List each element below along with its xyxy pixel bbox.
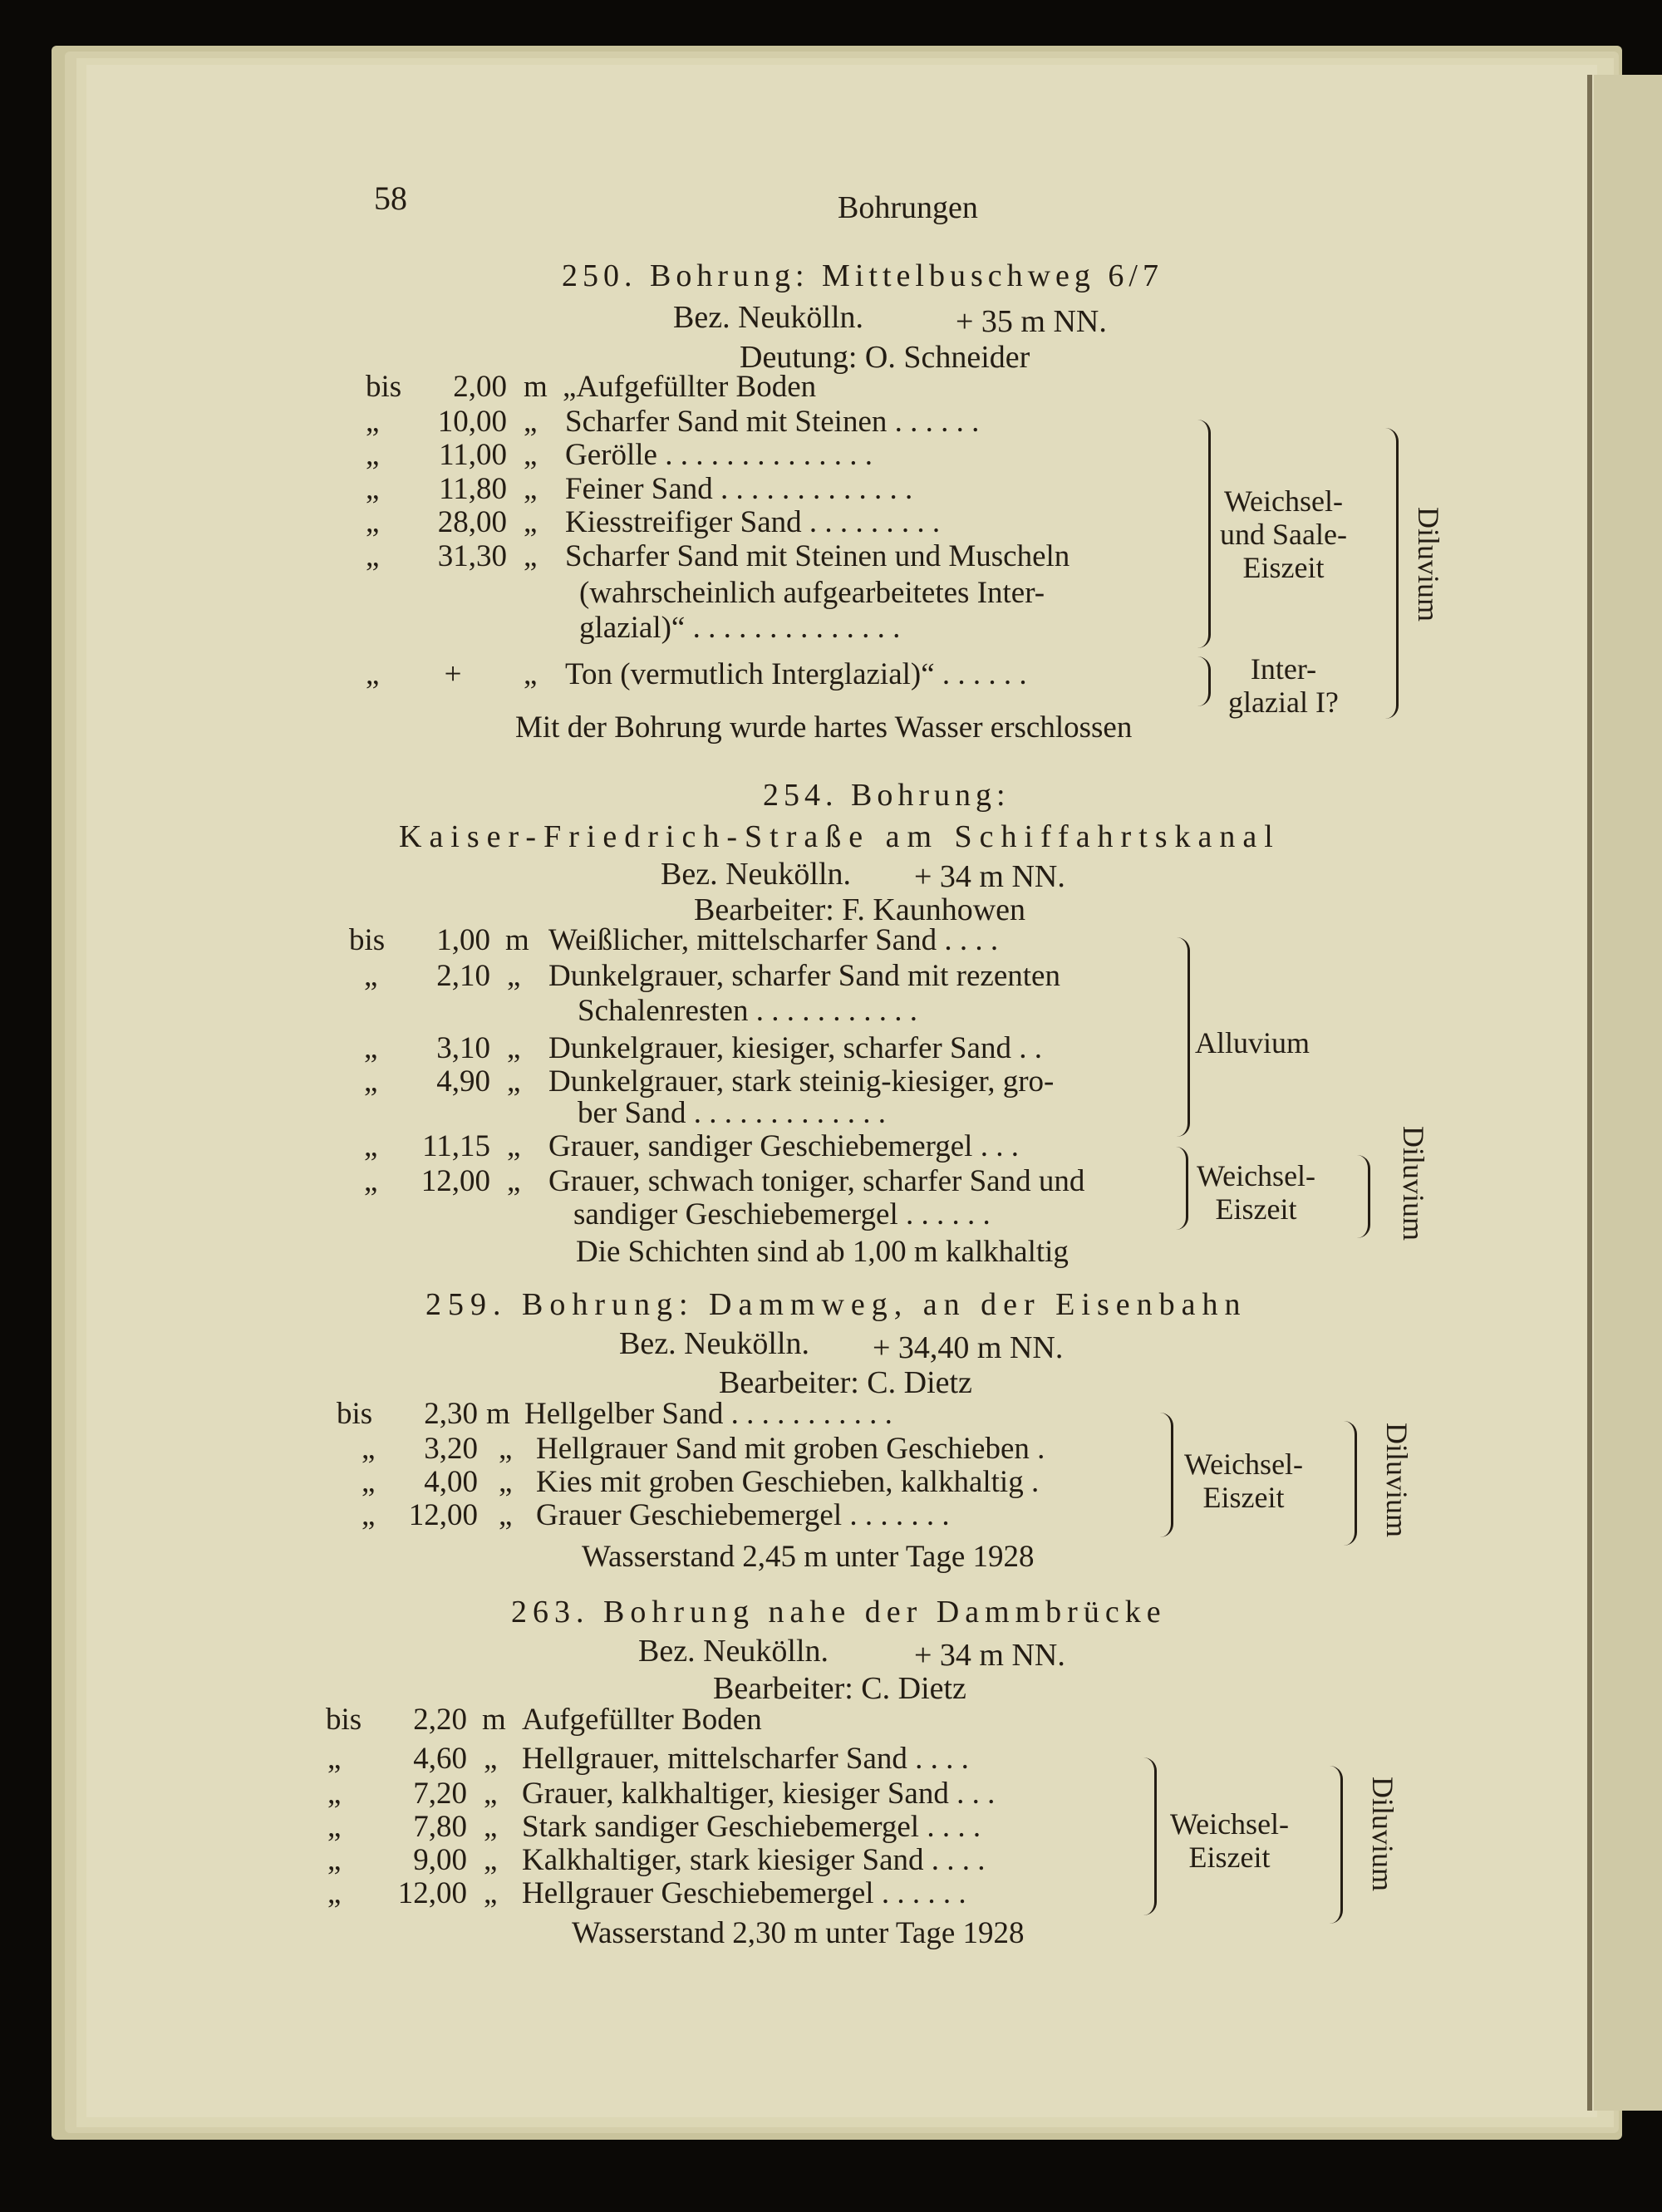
depth-unit: „: [484, 1876, 498, 1910]
bis-label: „: [361, 1432, 376, 1466]
borehole-263-district: Bez. Neukölln.: [638, 1634, 829, 1669]
stratigraphy-label: Weichsel- Eiszeit: [1197, 1159, 1316, 1226]
layer-description: Grauer Geschiebemergel . . . . . . .: [536, 1498, 950, 1532]
borehole-250-title: 250. Bohrung: Mittelbuschweg 6/7: [562, 258, 1163, 293]
depth-unit: „: [524, 405, 538, 439]
depth-value: 12,00: [397, 1876, 467, 1910]
layer-description: Grauer, sandiger Geschiebemergel . . .: [548, 1129, 1019, 1163]
bracket: [1379, 428, 1399, 719]
borehole-250-interpreter: Deutung: O. Schneider: [740, 340, 1030, 375]
bis-label: „: [366, 505, 380, 539]
layer-description: sandiger Geschiebemergel . . . . . .: [573, 1197, 991, 1231]
stratigraphy-label: Weichsel- und Saale- Eiszeit: [1220, 484, 1347, 584]
bis-label: „: [361, 1465, 376, 1499]
layer-description: Schalenresten . . . . . . . . . . .: [578, 994, 917, 1028]
depth-unit: „: [524, 657, 538, 691]
depth-value: 11,00: [439, 438, 507, 472]
layer-description: Weißlicher, mittelscharfer Sand . . . .: [548, 923, 999, 957]
borehole-254-editor: Bearbeiter: F. Kaunhowen: [694, 892, 1025, 927]
layer-description: Kiesstreifiger Sand . . . . . . . . .: [565, 505, 941, 539]
layer-description: Ton (vermutlich Interglazial)“ . . . . . .: [565, 657, 1027, 691]
borehole-254-elevation: + 34 m NN.: [914, 859, 1065, 894]
bracket: [1159, 1413, 1173, 1537]
depth-unit: „: [507, 1164, 521, 1198]
borehole-259-note: Wasserstand 2,45 m unter Tage 1928: [582, 1540, 1035, 1574]
borehole-263-editor: Bearbeiter: C. Dietz: [713, 1671, 966, 1706]
bis-label: „: [366, 539, 380, 573]
depth-value: 9,00: [413, 1843, 467, 1877]
stratigraphy-label: Weichsel- Eiszeit: [1184, 1448, 1304, 1514]
borehole-259-title: 259. Bohrung: Dammweg, an der Eisenbahn: [425, 1287, 1247, 1322]
borehole-259-elevation: + 34,40 m NN.: [873, 1330, 1064, 1365]
depth-value: 10,00: [437, 405, 507, 439]
layer-description: Stark sandiger Geschiebemergel . . . .: [522, 1810, 981, 1844]
page-number: 58: [374, 179, 407, 217]
layer-description: Grauer, kalkhaltiger, kiesiger Sand . . .: [522, 1777, 996, 1811]
depth-value: 3,10: [436, 1031, 490, 1065]
layer-description: Dunkelgrauer, kiesiger, scharfer Sand . .: [548, 1031, 1042, 1065]
bis-label: „: [364, 1129, 378, 1163]
layer-description: (wahrscheinlich aufgearbeitetes Inter-: [579, 576, 1045, 610]
stratigraphy-label: Weichsel- Eiszeit: [1170, 1807, 1290, 1874]
bis-label: „: [364, 1031, 378, 1065]
borehole-259-district: Bez. Neukölln.: [619, 1326, 810, 1361]
depth-value: 12,00: [420, 1164, 490, 1198]
depth-value: 7,80: [413, 1810, 467, 1844]
layer-description: Gerölle . . . . . . . . . . . . . .: [565, 438, 873, 472]
borehole-263-elevation: + 34 m NN.: [914, 1638, 1065, 1673]
layer-description: Scharfer Sand mit Steinen . . . . . .: [565, 405, 980, 439]
running-title: Bohrungen: [838, 190, 978, 225]
bis-label: „: [366, 657, 380, 691]
borehole-254-location: Kaiser-Friedrich-Straße am Schiffahrtskanal: [399, 819, 1281, 854]
facing-page-edge: [1594, 75, 1662, 2111]
borehole-263-title: 263. Bohrung nahe der Dammbrücke: [511, 1595, 1167, 1630]
period-label: Diluvium: [1366, 1777, 1399, 1892]
borehole-254-title: 254. Bohrung:: [763, 778, 1010, 813]
borehole-250-note: Mit der Bohrung wurde hartes Wasser erschlossen: [515, 710, 1133, 745]
depth-value: 4,90: [436, 1064, 490, 1099]
stratigraphy-label: Alluvium: [1195, 1026, 1310, 1059]
period-label: Diluvium: [1380, 1423, 1414, 1538]
borehole-259-editor: Bearbeiter: C. Dietz: [719, 1365, 972, 1400]
bis-label: „: [361, 1498, 376, 1532]
layer-description: Dunkelgrauer, scharfer Sand mit rezenten: [548, 959, 1060, 993]
bracket: [1176, 937, 1190, 1137]
bis-label: „: [327, 1777, 342, 1811]
layer-description: Feiner Sand . . . . . . . . . . . . .: [565, 472, 913, 506]
depth-value: +: [444, 657, 462, 691]
bis-label: „: [327, 1876, 342, 1910]
layer-description: Hellgelber Sand . . . . . . . . . . .: [524, 1397, 892, 1431]
borehole-250-district: Bez. Neukölln.: [673, 300, 864, 335]
depth-value: 4,00: [424, 1465, 478, 1499]
depth-unit: m: [505, 923, 529, 957]
depth-unit: m: [482, 1703, 506, 1737]
depth-unit: „: [524, 438, 538, 472]
depth-value: 2,20: [413, 1703, 467, 1737]
bracket: [1340, 1421, 1357, 1546]
depth-value: 2,10: [436, 959, 490, 993]
depth-unit: „: [524, 539, 538, 573]
depth-unit: „: [507, 1129, 521, 1163]
layer-description: Dunkelgrauer, stark steinig-kiesiger, gro-: [548, 1064, 1055, 1099]
layer-description: Hellgrauer, mittelscharfer Sand . . . .: [522, 1742, 969, 1776]
depth-unit: „: [524, 505, 538, 539]
layer-description: Grauer, schwach toniger, scharfer Sand und: [548, 1164, 1085, 1198]
depth-value: 11,15: [422, 1129, 490, 1163]
layer-description: Hellgrauer Geschiebemergel . . . . . .: [522, 1876, 966, 1910]
depth-unit: m: [486, 1397, 510, 1431]
layer-description: „Aufgefüllter Boden: [563, 370, 817, 404]
borehole-254-note: Die Schichten sind ab 1,00 m kalkhaltig: [576, 1235, 1069, 1269]
layer-description: Scharfer Sand mit Steinen und Muscheln: [565, 539, 1070, 573]
period-label: Diluvium: [1412, 507, 1445, 622]
depth-value: 12,00: [408, 1498, 478, 1532]
period-label: Diluvium: [1397, 1126, 1430, 1241]
depth-value: 31,30: [437, 539, 507, 573]
depth-value: 7,20: [413, 1777, 467, 1811]
depth-unit: „: [499, 1465, 513, 1499]
layer-description: Hellgrauer Sand mit groben Geschieben .: [536, 1432, 1045, 1466]
depth-unit: „: [499, 1498, 513, 1532]
bis-label: „: [364, 1064, 378, 1099]
bis-label: bis: [366, 370, 402, 404]
bis-label: „: [327, 1742, 342, 1776]
bracket: [1197, 420, 1211, 648]
depth-value: 28,00: [437, 505, 507, 539]
depth-value: 3,20: [424, 1432, 478, 1466]
borehole-263-note: Wasserstand 2,30 m unter Tage 1928: [572, 1916, 1025, 1950]
bracket: [1176, 1147, 1188, 1230]
depth-unit: „: [484, 1843, 498, 1877]
layer-description: glazial)“ . . . . . . . . . . . . . .: [579, 611, 901, 645]
depth-unit: „: [507, 959, 521, 993]
depth-value: 2,00: [453, 370, 507, 404]
bis-label: bis: [326, 1703, 362, 1737]
layer-description: Kalkhaltiger, stark kiesiger Sand . . . .: [522, 1843, 986, 1877]
bracket: [1143, 1757, 1157, 1915]
layer-description: Aufgefüllter Boden: [522, 1703, 762, 1737]
depth-unit: „: [484, 1777, 498, 1811]
bis-label: bis: [349, 923, 386, 957]
bis-label: bis: [337, 1397, 373, 1431]
bracket: [1197, 656, 1211, 706]
borehole-254-district: Bez. Neukölln.: [661, 857, 852, 892]
bracket: [1355, 1155, 1370, 1238]
depth-unit: „: [484, 1810, 498, 1844]
layer-description: ber Sand . . . . . . . . . . . . .: [578, 1096, 886, 1130]
bracket: [1325, 1766, 1343, 1924]
borehole-250-elevation: + 35 m NN.: [956, 304, 1107, 339]
depth-value: 11,80: [439, 472, 507, 506]
depth-unit: „: [524, 472, 538, 506]
depth-value: 4,60: [413, 1742, 467, 1776]
bis-label: „: [366, 438, 380, 472]
depth-unit: „: [499, 1432, 513, 1466]
depth-unit: „: [507, 1031, 521, 1065]
bis-label: „: [364, 959, 378, 993]
bis-label: „: [327, 1843, 342, 1877]
bis-label: „: [327, 1810, 342, 1844]
bis-label: „: [366, 472, 380, 506]
depth-value: 1,00: [436, 923, 490, 957]
depth-unit: „: [484, 1742, 498, 1776]
gutter: [1587, 75, 1592, 2111]
bis-label: „: [366, 405, 380, 439]
depth-unit: m: [524, 370, 548, 404]
layer-description: Kies mit groben Geschieben, kalkhaltig .: [536, 1465, 1040, 1499]
stratigraphy-label: Inter- glazial I?: [1228, 652, 1339, 719]
depth-value: 2,30: [424, 1397, 478, 1431]
bis-label: „: [364, 1164, 378, 1198]
depth-unit: „: [507, 1064, 521, 1099]
